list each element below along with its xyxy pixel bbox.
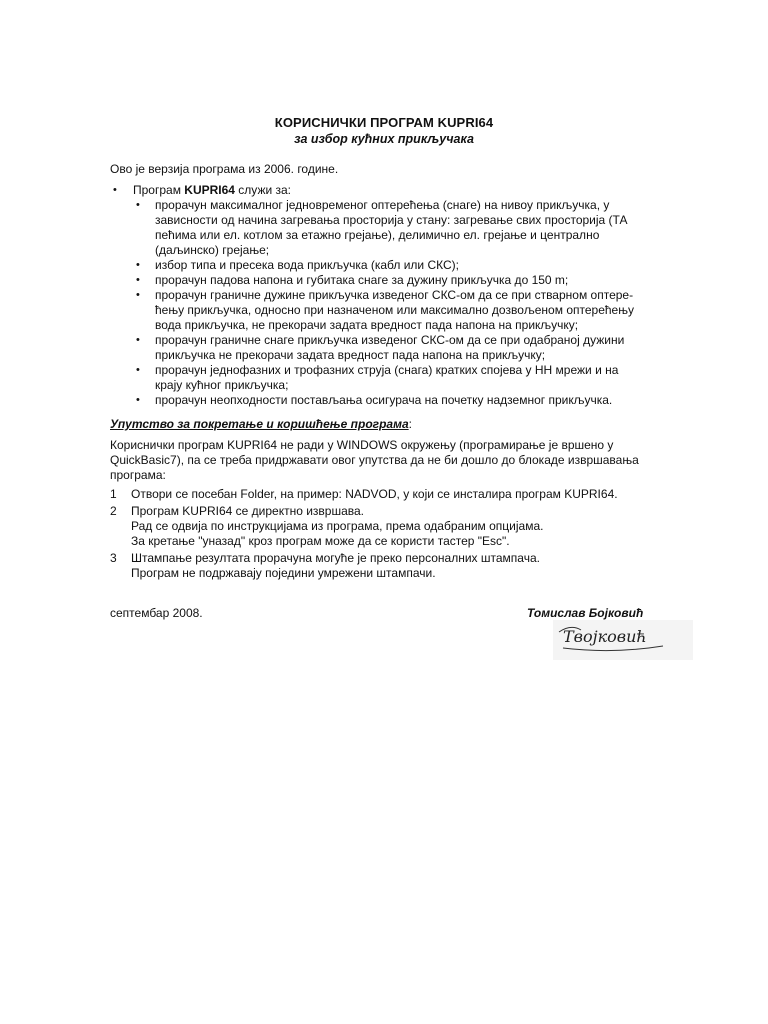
instructions-heading — [110, 417, 412, 432]
sub-bullet-icon: • — [136, 364, 140, 376]
step-line: Штампање резултата прорачуна могуће је преко персоналних штампача. — [131, 551, 540, 565]
purpose-item-line: ћењу прикључка, односно при назначеном или максимално дозвољеном оптерећењу — [155, 303, 634, 317]
purpose-item-line: прорачун максималног једновременог оптерећења (снаге) на нивоу прикључка, у — [155, 198, 610, 212]
sub-bullet-icon: • — [136, 259, 140, 271]
bullet-icon: • — [113, 184, 117, 196]
page-title: КОРИСНИЧКИ ПРОГРАМ KUPRI64 — [274, 115, 494, 130]
purpose-item-line: зависности од начина загревања просторија у стану: загревање свих просторија (ТА — [155, 213, 628, 227]
author-name: Томислав Бојковић — [527, 606, 644, 620]
instructions-heading-text: Упутство за покретање и коришћење програма — [110, 417, 409, 431]
program-name: KUPRI64 — [184, 183, 235, 197]
instructions-para-line: програма: — [110, 468, 166, 482]
page-subtitle: за избор кућних прикључака — [294, 132, 474, 146]
sub-bullet-icon: • — [136, 394, 140, 406]
step-line: Рад се одвија по инструкцијама из програма, према одабраним опцијама. — [131, 519, 544, 533]
svg-text:Твојковић: Твојковић — [563, 627, 647, 646]
purpose-item-line: крају кућног прикључка; — [155, 378, 289, 392]
purpose-suffix: служи за: — [234, 183, 292, 197]
step-line: Програм KUPRI64 се директно извршава. — [131, 504, 365, 518]
purpose-line — [133, 183, 291, 198]
step-number: 1 — [110, 487, 117, 501]
purpose-item-line: прорачун неопходности постављања осигурача на почетку надземног прикључка. — [155, 393, 613, 407]
sub-bullet-icon: • — [136, 199, 140, 211]
purpose-item-line: прорачун једнофазних и трофазних струја (снага) кратких спојева у НН мрежи и на — [155, 363, 619, 377]
footer-author — [527, 606, 643, 621]
sub-bullet-icon: • — [136, 289, 140, 301]
purpose-item-line: избор типа и пресека вода прикључка (кабл или СКС); — [155, 258, 459, 272]
purpose-item-line: вода прикључка, не прекорачи задата вредност пада напона на прикључку; — [155, 318, 579, 332]
step-line: Програм не подржавају поједини умрежени штампачи. — [131, 566, 436, 580]
step-number: 2 — [110, 504, 117, 518]
sub-bullet-icon: • — [136, 274, 140, 286]
purpose-item-line: прорачун падова напона и губитака снаге за дужину прикључка до 150 m; — [155, 273, 569, 287]
purpose-item-line: (даљинско) грејање; — [155, 243, 270, 257]
step-line: За кретање "уназад" кроз програм може да се користи тастер "Esc". — [131, 534, 510, 548]
instructions-para-line: Кориснички програм KUPRI64 не ради у WINDOWS окружењу (програмирање је вршено у — [110, 438, 614, 452]
step-number: 3 — [110, 551, 117, 565]
instructions-para-line: QuickBasic7), па се треба придржавати овог упутства да не би дошло до блокаде извршавања — [110, 453, 639, 467]
sub-bullet-icon: • — [136, 334, 140, 346]
step-line: Отвори се посебан Folder, на пример: NADVOD, у који се инсталира програм KUPRI64. — [131, 487, 618, 501]
purpose-item-line: пећима или ел. котлом за етажно грејање), делимично ел. грејање и централно — [155, 228, 600, 242]
handwritten-signature — [553, 620, 693, 660]
footer-date: септембар 2008. — [110, 606, 203, 620]
intro-text: Ово је верзија програма из 2006. године. — [110, 162, 339, 176]
purpose-prefix: Програм — [133, 183, 185, 197]
purpose-item-line: прорачун граничне снаге прикључка изведеног СКС-ом да се при одабраној дужини — [155, 333, 625, 347]
purpose-item-line: прорачун граничне дужине прикључка изведеног СКС-ом да се при стварном оптере- — [155, 288, 634, 302]
purpose-item-line: прикључка не прекорачи задата вредност пада напона на прикључку; — [155, 348, 546, 362]
instructions-heading-colon: : — [408, 417, 412, 431]
